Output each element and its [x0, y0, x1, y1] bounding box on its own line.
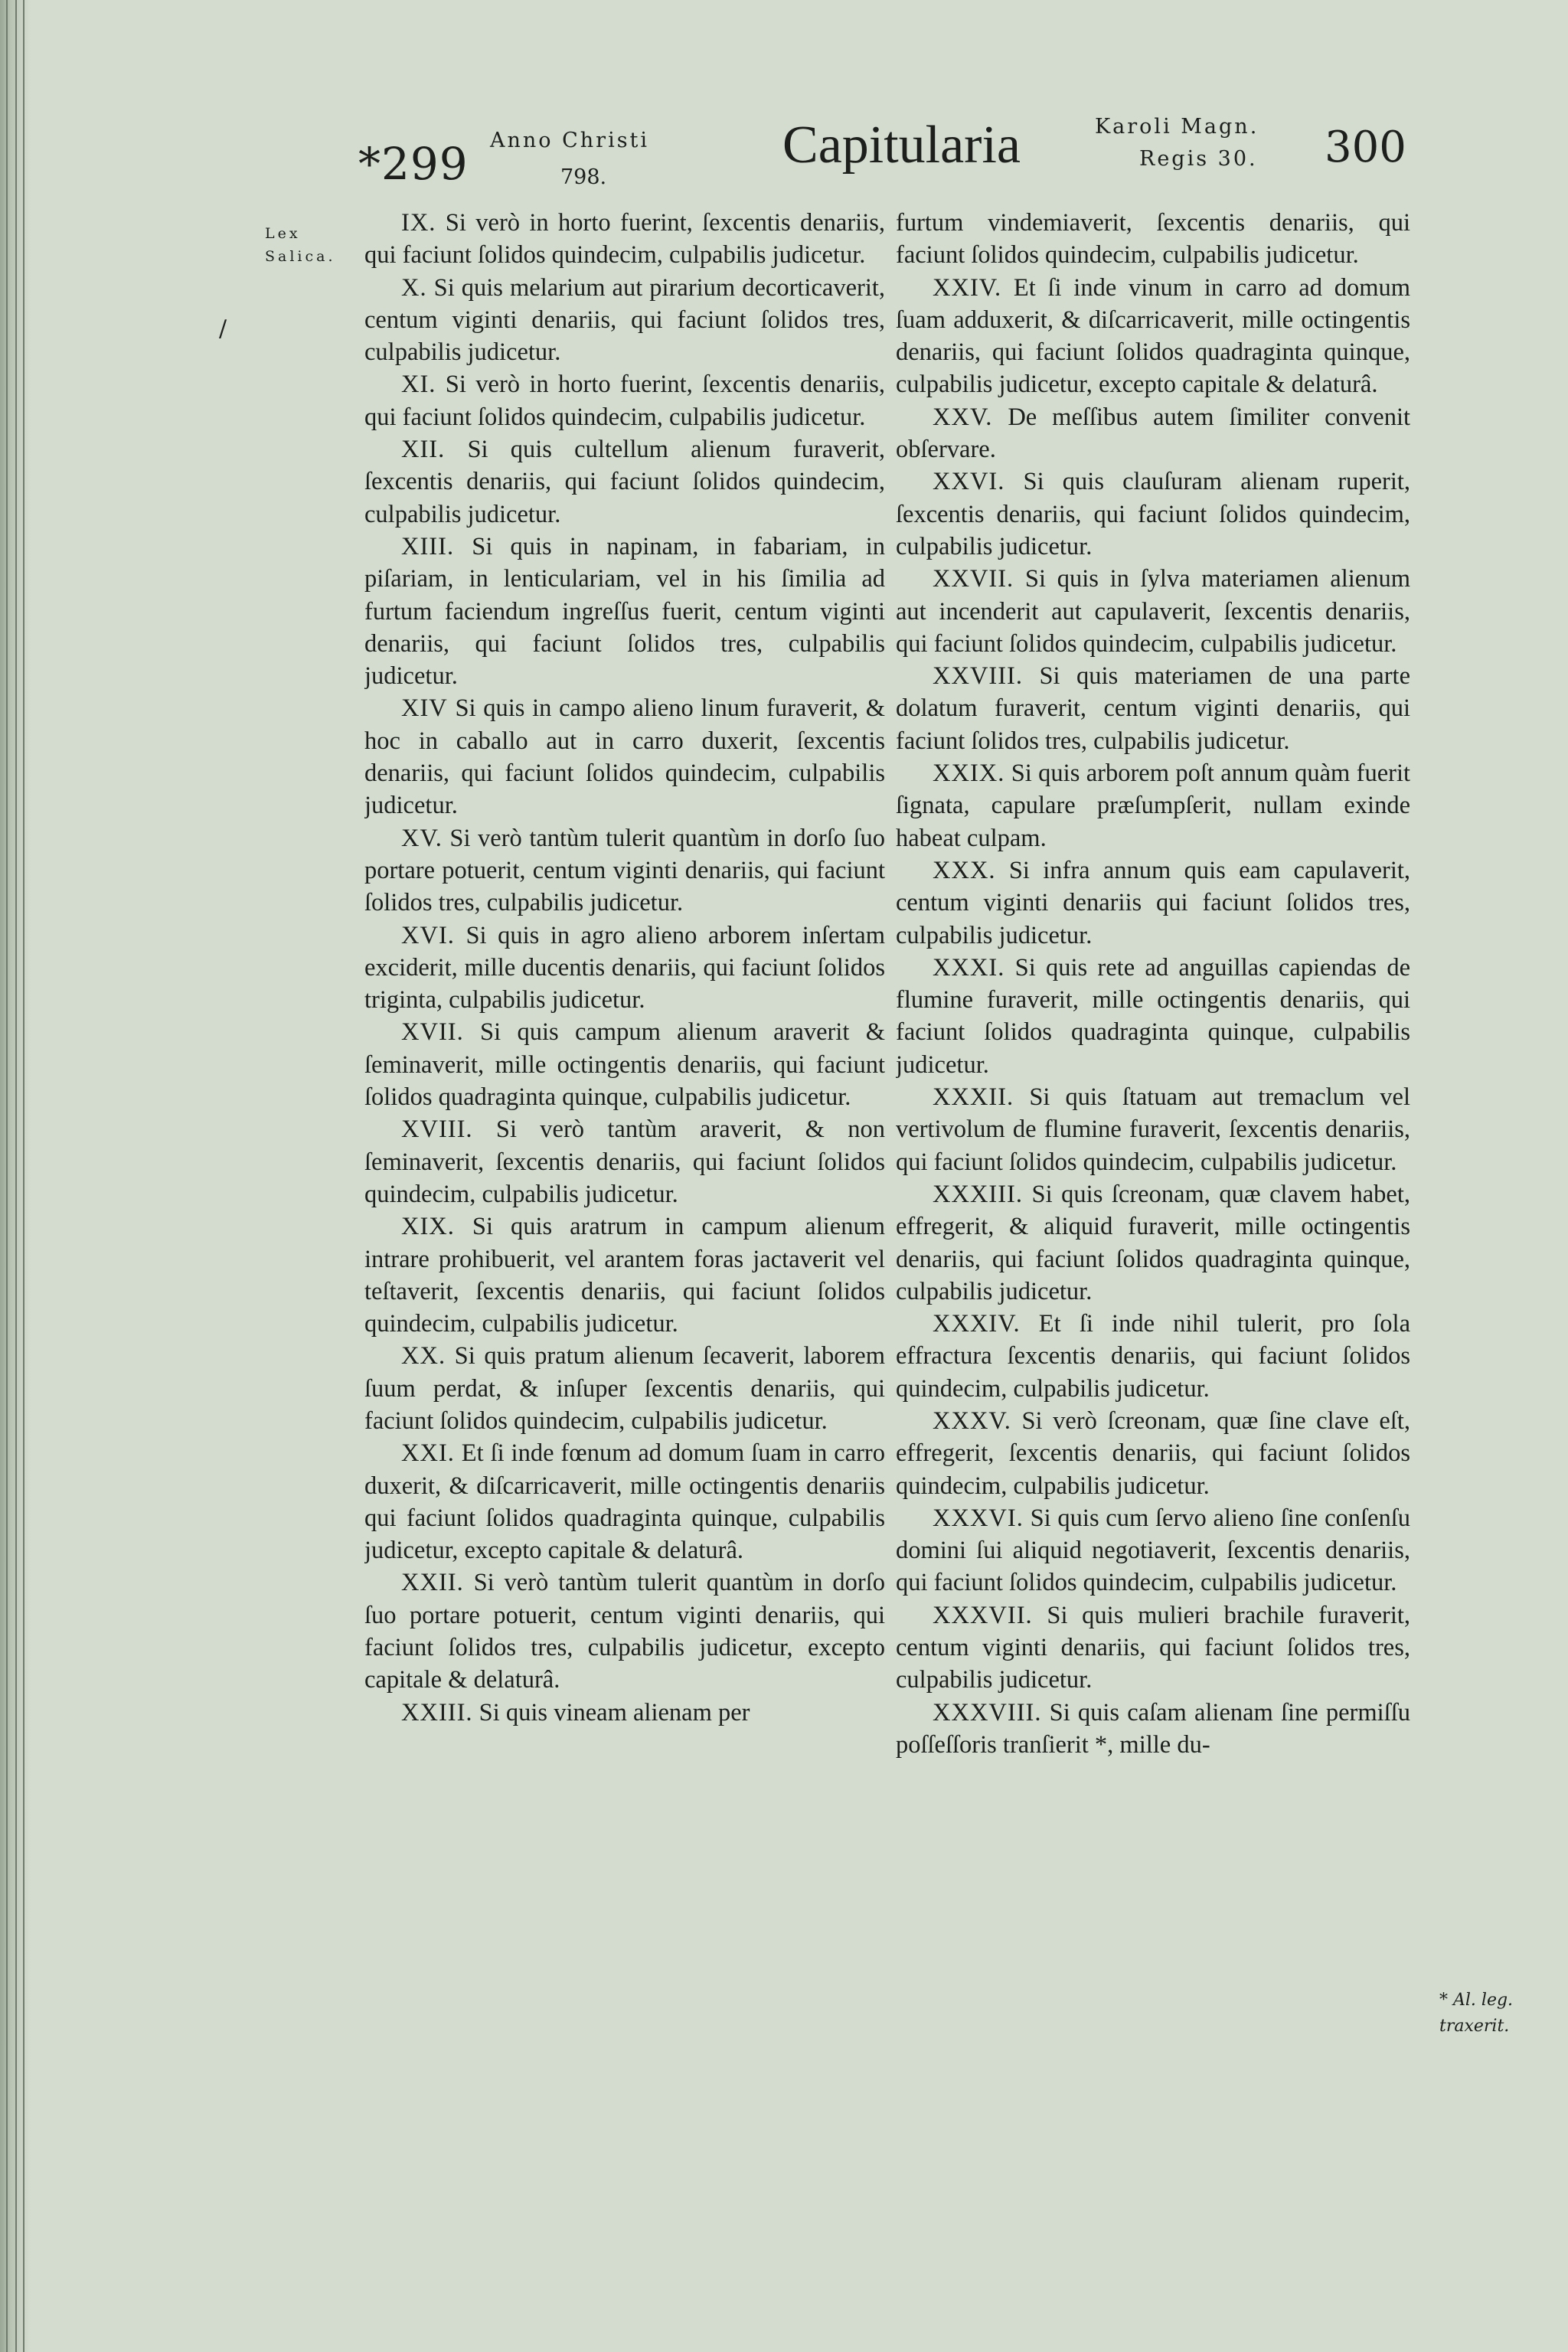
paragraph-number: XXXVIII. — [933, 1698, 1042, 1726]
page-number-left: *299 — [358, 138, 469, 190]
paragraph-text: Si verò in horto fuerint, ſexcentis denariis, qui faciunt ſolidos quindecim, culpabilis judicetur. — [364, 371, 885, 431]
paragraph-text: Si quis ſcreonam, quæ clavem habet, effregerit, & aliquid furaverit, mille octingentis denariis, qui faciunt ſolidos quadraginta quinque, culpabilis judicetur. — [896, 1180, 1410, 1305]
paragraph-text: Si quis mulieri brachile furaverit, centum viginti denariis, qui faciunt ſolidos tres, culpabilis judicetur. — [896, 1601, 1410, 1694]
law-paragraph — [896, 563, 1410, 660]
paragraph-text: Si verò tantùm araverit, & non ſeminaverit, ſexcentis denariis, qui faciunt ſolidos quindecim, culpabilis judicetur. — [364, 1116, 885, 1208]
margin-note-line: Salica. — [265, 248, 336, 265]
law-paragraph — [364, 1016, 885, 1113]
paragraph-number: XXII. — [401, 1569, 464, 1597]
paragraph-text: Si quis caſam alienam ſine permiſſu poſſeſſoris tranſierit *, mille du- — [896, 1698, 1410, 1759]
margin-note-line: Lex — [265, 225, 301, 242]
law-paragraph — [364, 692, 885, 822]
text-column-right — [896, 207, 1410, 2105]
anno-year: 798. — [560, 165, 607, 189]
paragraph-text: Si quis in campo alieno linum furaverit, & hoc in caballo aut in carro duxerit, ſexcentis denariis, qui faciunt ſolidos quindecim, culpabilis judicetur. — [364, 694, 885, 820]
law-paragraph — [364, 207, 885, 272]
law-paragraph — [364, 920, 885, 1017]
law-paragraph — [364, 1340, 885, 1437]
law-paragraph — [364, 1437, 885, 1566]
paragraph-number: XXXV. — [933, 1406, 1011, 1435]
margin-mark: / — [219, 315, 227, 342]
law-paragraph — [896, 660, 1410, 757]
paragraph-number: XXIV. — [933, 273, 1002, 302]
law-paragraph — [364, 272, 885, 369]
paragraph-text: Et ſi inde fœnum ad domum ſuam in carro duxerit, & diſcarricaverit, mille octingentis denariis qui faciunt ſolidos quadraginta quinque, culpabilis judicetur, excepto capitale & delaturâ. — [364, 1439, 885, 1565]
paragraph-text: Si quis aratrum in campum alienum intrare prohibuerit, vel arantem foras jactaverit vel teſtaverit, ſexcentis denariis, qui faciunt ſolidos quindecim, culpabilis judicetur. — [364, 1213, 885, 1338]
law-paragraph — [364, 1210, 885, 1340]
running-header — [0, 0, 1568, 199]
page-number-right: 300 — [1325, 122, 1406, 172]
edge-line — [6, 0, 8, 2352]
edge-line — [15, 0, 17, 2352]
law-paragraph — [896, 1081, 1410, 1178]
paragraph-number: XI. — [401, 371, 436, 399]
paragraph-number: XXVIII. — [933, 662, 1024, 691]
paragraph-text: Si quis in napinam, in fabariam, in piſariam, in lenticulariam, vel in his ſimilia ad furtum faciendum ingreſſus fuerit, centum viginti denariis, qui faciunt ſolidos tres, culpabilis judicetur. — [364, 532, 885, 691]
law-paragraph — [896, 1697, 1410, 1762]
paragraph-number: XVII. — [401, 1018, 464, 1047]
paragraph-text: Si quis ſtatuam aut tremaclum vel vertivolum de flumine furaverit, ſexcentis denariis, qui faciunt ſolidos quindecim, culpabilis judicetur. — [896, 1083, 1410, 1176]
law-paragraph — [896, 272, 1410, 401]
paragraph-number: XXVI. — [933, 468, 1005, 496]
paragraph-number: XXI. — [401, 1439, 455, 1468]
paragraph-number: XXVII. — [933, 565, 1014, 593]
paragraph-number: XIV — [401, 694, 448, 723]
paragraph-number: XVI. — [401, 921, 455, 949]
paragraph-number: XXX. — [933, 856, 996, 884]
paragraph-number: XV. — [401, 824, 443, 852]
paragraph-number: XXIII. — [401, 1698, 473, 1726]
paragraph-text: Si quis campum alienum araverit & ſeminaverit, mille octingentis denariis, qui faciunt ſolidos quadraginta quinque, culpabilis judicetur. — [364, 1018, 885, 1112]
margin-note-right — [1439, 1988, 1513, 2040]
margin-note-left — [265, 222, 336, 268]
paragraph-text: De meſſibus autem ſimiliter convenit obſervare. — [896, 403, 1410, 464]
law-paragraph — [364, 1113, 885, 1210]
paragraph-text: furtum vindemiaverit, ſexcentis denariis, qui faciunt ſolidos quindecim, culpabilis judicetur. — [896, 209, 1410, 270]
paragraph-text: Si quis rete ad anguillas capiendas de flumine furaverit, mille octingentis denariis, qui faciunt ſolidos quadraginta quinque, culpabilis judicetur. — [896, 953, 1410, 1079]
paragraph-text: Si quis arborem poſt annum quàm fuerit ſignata, capulare præſumpſerit, nullam exinde habeat culpam. — [896, 760, 1410, 852]
paragraph-number: XIX. — [401, 1213, 455, 1241]
paragraph-text: Si verò tantùm tulerit quantùm in dorſo ſuo portare potuerit, centum viginti denariis, qui faciunt ſolidos tres, culpabilis judicetur. — [364, 824, 885, 917]
edge-line — [23, 0, 24, 2352]
margin-note-line: * Al. leg. — [1439, 1991, 1514, 2010]
paragraph-number: XXXII. — [933, 1083, 1014, 1112]
law-paragraph — [364, 1697, 885, 1729]
paragraph-text: Si quis pratum alienum ſecaverit, laborem ſuum perdat, & inſuper ſexcentis denariis, qui faciunt ſolidos quindecim, culpabilis judicetur. — [364, 1342, 885, 1435]
paragraph-number: XII. — [401, 436, 446, 464]
paragraph-number: IX. — [401, 209, 436, 237]
paragraph-text: Si verò tantùm tulerit quantùm in dorſo ſuo portare potuerit, centum viginti denariis, qui faciunt ſolidos tres, culpabilis judicetur, excepto capitale & delaturâ. — [364, 1569, 885, 1694]
law-paragraph — [896, 1178, 1410, 1308]
law-paragraph — [364, 433, 885, 531]
law-paragraph — [896, 401, 1410, 466]
law-paragraph — [896, 207, 1410, 272]
anno-christi-label: Anno Christi — [490, 129, 650, 152]
law-paragraph — [364, 368, 885, 433]
law-paragraph — [896, 1599, 1410, 1697]
regis-label: Regis 30. — [1139, 147, 1258, 171]
paragraph-text: Si quis in agro alieno arborem inſertam exciderit, mille ducentis denariis, qui faciunt ſolidos triginta, culpabilis judicetur. — [364, 921, 885, 1014]
law-paragraph — [896, 757, 1410, 854]
paragraph-number: XVIII. — [401, 1116, 473, 1144]
paragraph-text: Et ſi inde vinum in carro ad domum ſuam adduxerit, & diſcarricaverit, mille octingentis denariis, qui faciunt ſolidos quadraginta quinque, culpabilis judicetur, excepto capitale & delaturâ. — [896, 273, 1410, 399]
paragraph-number: XXXVI. — [933, 1504, 1024, 1532]
paragraph-number: XIII. — [401, 532, 455, 560]
paragraph-text: Si quis clauſuram alienam ruperit, ſexcentis denariis, qui faciunt ſolidos quindecim, culpabilis judicetur. — [896, 468, 1410, 560]
law-paragraph — [896, 466, 1410, 563]
paragraph-text: Et ſi inde nihil tulerit, pro ſola effractura ſexcentis denariis, qui faciunt ſolidos quindecim, culpabilis judicetur. — [896, 1310, 1410, 1403]
paragraph-text: Si quis materiamen de una parte dolatum furaverit, centum viginti denariis, qui faciunt ſolidos tres, culpabilis judicetur. — [896, 662, 1410, 755]
paragraph-text: Si infra annum quis eam capulaverit, centum viginti denariis qui faciunt ſolidos tres, culpabilis judicetur. — [896, 856, 1410, 949]
paragraph-text: Si verò ſcreonam, quæ ſine clave eſt, effregerit, ſexcentis denariis, qui faciunt ſolidos quindecim, culpabilis judicetur. — [896, 1406, 1410, 1500]
paragraph-number: XXXIV. — [933, 1310, 1021, 1338]
paragraph-number: XXXIII. — [933, 1180, 1024, 1208]
law-paragraph — [896, 1308, 1410, 1405]
law-paragraph — [364, 1566, 885, 1696]
paragraph-number: XXIX. — [933, 760, 1005, 788]
paragraph-number: XXXI. — [933, 953, 1005, 982]
text-column-left — [364, 207, 885, 2090]
law-paragraph — [364, 822, 885, 920]
margin-note-line: traxerit. — [1439, 2017, 1510, 2036]
paragraph-number: XX. — [401, 1342, 446, 1370]
page-title: Capitularia — [782, 116, 1021, 175]
paragraph-text: Si quis cum ſervo alieno ſine conſenſu domini ſui aliquid negotiaverit, ſexcentis denariis, qui faciunt ſolidos quindecim, culpabilis judicetur. — [896, 1504, 1410, 1597]
law-paragraph — [364, 531, 885, 692]
paragraph-text: Si quis in ſylva materiamen alienum aut incenderit aut capulaverit, ſexcentis denariis, qui faciunt ſolidos quindecim, culpabilis judicetur. — [896, 565, 1410, 658]
paragraph-number: X. — [401, 273, 427, 302]
paragraph-number: XXXVII. — [933, 1601, 1033, 1629]
paragraph-text: Si quis cultellum alienum furaverit, ſexcentis denariis, qui faciunt ſolidos quindecim, culpabilis judicetur. — [364, 436, 885, 528]
karoli-label: Karoli Magn. — [1095, 115, 1259, 139]
law-paragraph — [896, 1502, 1410, 1599]
page-binding-edge — [0, 0, 31, 2352]
law-paragraph — [896, 854, 1410, 952]
law-paragraph — [896, 1405, 1410, 1502]
paragraph-text: Si quis vineam alienam per — [479, 1698, 750, 1726]
paragraph-text: Si quis melarium aut pirarium decorticaverit, centum viginti denariis, qui faciunt ſolidos tres, culpabilis judicetur. — [364, 273, 885, 367]
law-paragraph — [896, 952, 1410, 1081]
paragraph-text: Si verò in horto fuerint, ſexcentis denariis, qui faciunt ſolidos quindecim, culpabilis judicetur. — [364, 209, 885, 270]
paragraph-number: XXV. — [933, 403, 993, 431]
